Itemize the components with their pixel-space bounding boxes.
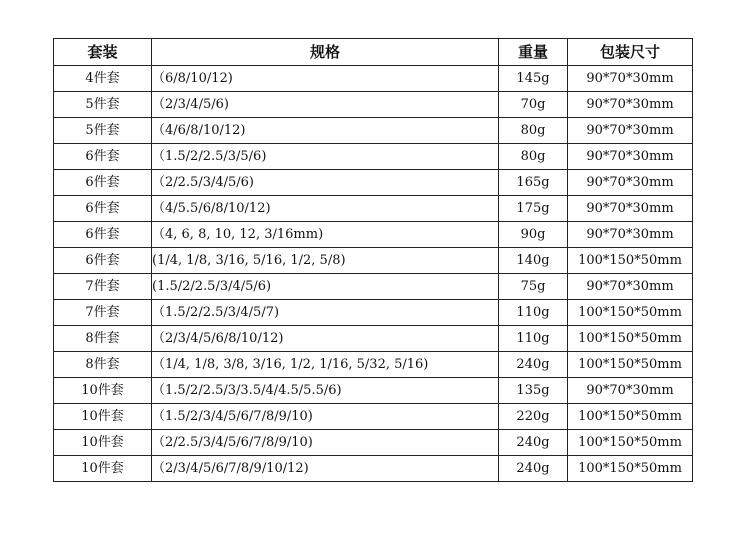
package-cell: 90*70*30mm xyxy=(568,274,693,300)
set-cell: 10件套 xyxy=(54,456,152,482)
set-cell: 6件套 xyxy=(54,196,152,222)
package-cell: 90*70*30mm xyxy=(568,222,693,248)
table-row xyxy=(54,378,693,404)
package-cell: 100*150*50mm xyxy=(568,404,693,430)
table-row xyxy=(54,118,693,144)
package-cell: 90*70*30mm xyxy=(568,378,693,404)
spec-cell: （1.5/2/3/4/5/6/7/8/9/10) xyxy=(152,404,499,430)
package-cell: 100*150*50mm xyxy=(568,456,693,482)
weight-cell: 90g xyxy=(499,222,568,248)
set-cell: 7件套 xyxy=(54,274,152,300)
header-set: 套装 xyxy=(54,39,152,66)
weight-cell: 70g xyxy=(499,92,568,118)
weight-cell: 80g xyxy=(499,118,568,144)
weight-cell: 240g xyxy=(499,430,568,456)
spec-cell: （1/4, 1/8, 3/8, 3/16, 1/2, 1/16, 5/32, 5/16) xyxy=(152,352,499,378)
package-cell: 100*150*50mm xyxy=(568,300,693,326)
weight-cell: 145g xyxy=(499,66,568,92)
spec-cell: （2/3/4/5/6/8/10/12) xyxy=(152,326,499,352)
package-cell: 90*70*30mm xyxy=(568,170,693,196)
weight-cell: 110g xyxy=(499,326,568,352)
spec-cell: （1.5/2/2.5/3/3.5/4/4.5/5.5/6) xyxy=(152,378,499,404)
weight-cell: 175g xyxy=(499,196,568,222)
spec-cell: （2/2.5/3/4/5/6) xyxy=(152,170,499,196)
spec-cell: （2/2.5/3/4/5/6/7/8/9/10) xyxy=(152,430,499,456)
spec-cell: （1.5/2/2.5/3/5/6) xyxy=(152,144,499,170)
header-row xyxy=(54,39,693,66)
set-cell: 7件套 xyxy=(54,300,152,326)
table-row xyxy=(54,92,693,118)
package-cell: 100*150*50mm xyxy=(568,248,693,274)
spec-cell: (1/4, 1/8, 3/16, 5/16, 1/2, 5/8) xyxy=(152,248,499,274)
table-row xyxy=(54,144,693,170)
spec-cell: （4, 6, 8, 10, 12, 3/16mm) xyxy=(152,222,499,248)
set-cell: 6件套 xyxy=(54,144,152,170)
package-cell: 90*70*30mm xyxy=(568,144,693,170)
package-cell: 100*150*50mm xyxy=(568,326,693,352)
weight-cell: 80g xyxy=(499,144,568,170)
weight-cell: 240g xyxy=(499,456,568,482)
weight-cell: 75g xyxy=(499,274,568,300)
set-cell: 5件套 xyxy=(54,92,152,118)
table-row xyxy=(54,300,693,326)
table-row xyxy=(54,222,693,248)
header-weight: 重量 xyxy=(499,39,568,66)
table-row xyxy=(54,326,693,352)
table-row xyxy=(54,274,693,300)
header-package: 包装尺寸 xyxy=(568,39,693,66)
spec-cell: （4/5.5/6/8/10/12) xyxy=(152,196,499,222)
set-cell: 5件套 xyxy=(54,118,152,144)
weight-cell: 135g xyxy=(499,378,568,404)
package-cell: 90*70*30mm xyxy=(568,118,693,144)
header-spec: 规格 xyxy=(152,39,499,66)
table-row xyxy=(54,456,693,482)
set-cell: 10件套 xyxy=(54,430,152,456)
weight-cell: 110g xyxy=(499,300,568,326)
weight-cell: 220g xyxy=(499,404,568,430)
table-row xyxy=(54,352,693,378)
table-row xyxy=(54,170,693,196)
set-cell: 8件套 xyxy=(54,326,152,352)
set-cell: 6件套 xyxy=(54,222,152,248)
spec-cell: （1.5/2/2.5/3/4/5/7) xyxy=(152,300,499,326)
package-cell: 100*150*50mm xyxy=(568,430,693,456)
set-cell: 6件套 xyxy=(54,170,152,196)
spec-cell: （4/6/8/10/12) xyxy=(152,118,499,144)
spec-cell: （2/3/4/5/6/7/8/9/10/12) xyxy=(152,456,499,482)
package-cell: 90*70*30mm xyxy=(568,196,693,222)
package-cell: 90*70*30mm xyxy=(568,92,693,118)
weight-cell: 240g xyxy=(499,352,568,378)
set-cell: 6件套 xyxy=(54,248,152,274)
package-cell: 100*150*50mm xyxy=(568,352,693,378)
set-cell: 8件套 xyxy=(54,352,152,378)
set-cell: 10件套 xyxy=(54,378,152,404)
set-cell: 10件套 xyxy=(54,404,152,430)
table-row xyxy=(54,196,693,222)
spec-cell: （6/8/10/12) xyxy=(152,66,499,92)
table-row xyxy=(54,404,693,430)
set-cell: 4件套 xyxy=(54,66,152,92)
spec-table xyxy=(53,38,693,482)
weight-cell: 165g xyxy=(499,170,568,196)
weight-cell: 140g xyxy=(499,248,568,274)
table-row xyxy=(54,248,693,274)
package-cell: 90*70*30mm xyxy=(568,66,693,92)
spec-cell: (1.5/2/2.5/3/4/5/6) xyxy=(152,274,499,300)
spec-cell: （2/3/4/5/6) xyxy=(152,92,499,118)
table-row xyxy=(54,66,693,92)
table-row xyxy=(54,430,693,456)
